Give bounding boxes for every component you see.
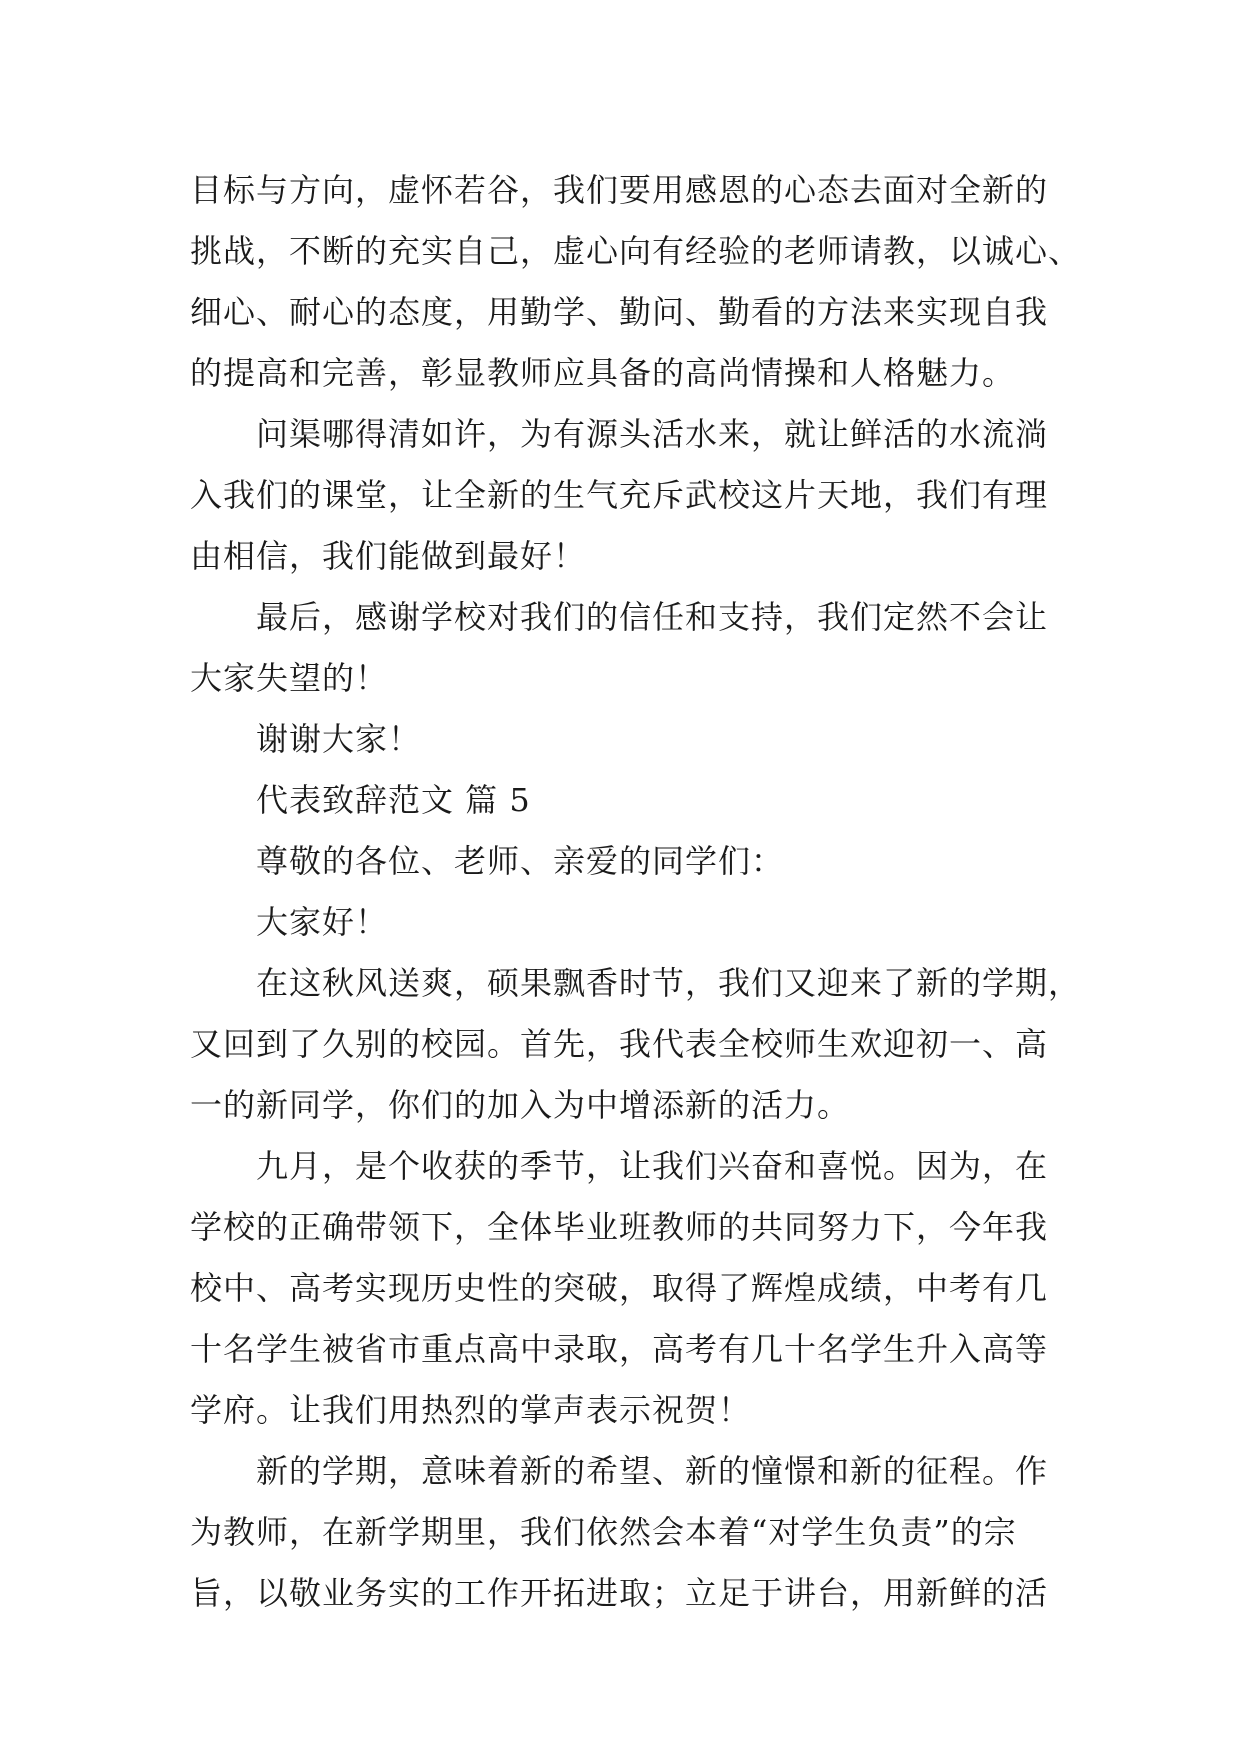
text-line: 问渠哪得清如许，为有源头活水来，就让鲜活的水流淌 bbox=[190, 415, 1049, 453]
text-line: 在这秋风送爽，硕果飘香时节，我们又迎来了新的学期， bbox=[190, 964, 1082, 1002]
text-line: 新的学期，意味着新的希望、新的憧憬和新的征程。作 bbox=[190, 1452, 1049, 1490]
text-line: 为教师，在新学期里，我们依然会本着“对学生负责”的宗 bbox=[190, 1513, 1017, 1551]
text-line: 谢谢大家！ bbox=[190, 720, 422, 758]
text-line: 一的新同学，你们的加入为中增添新的活力。 bbox=[190, 1086, 851, 1124]
text-line: 的提高和完善，彰显教师应具备的高尚情操和人格魅力。 bbox=[190, 354, 1016, 392]
text-line: 最后，感谢学校对我们的信任和支持，我们定然不会让 bbox=[190, 598, 1049, 636]
text-line: 学校的正确带领下，全体毕业班教师的共同努力下，今年我 bbox=[190, 1208, 1049, 1246]
text-line: 十名学生被省市重点高中录取，高考有几十名学生升入高等 bbox=[190, 1330, 1049, 1368]
text-line: 大家失望的！ bbox=[190, 659, 389, 697]
text-line: 目标与方向，虚怀若谷，我们要用感恩的心态去面对全新的 bbox=[190, 171, 1049, 209]
text-line: 挑战，不断的充实自己，虚心向有经验的老师请教，以诚心、 bbox=[190, 232, 1082, 270]
text-line: 学府。让我们用热烈的掌声表示祝贺！ bbox=[190, 1391, 752, 1429]
text-line: 又回到了久别的校园。首先，我代表全校师生欢迎初一、高 bbox=[190, 1025, 1049, 1063]
document-body bbox=[190, 160, 1082, 1624]
text-line: 旨，以敬业务实的工作开拓进取；立足于讲台，用新鲜的活 bbox=[190, 1574, 1049, 1612]
text-line: 校中、高考实现历史性的突破，取得了辉煌成绩，中考有几 bbox=[190, 1269, 1049, 1307]
text-line: 入我们的课堂，让全新的生气充斥武校这片天地，我们有理 bbox=[190, 476, 1049, 514]
text-line: 九月，是个收获的季节，让我们兴奋和喜悦。因为，在 bbox=[190, 1147, 1049, 1185]
text-line: 大家好！ bbox=[190, 903, 389, 941]
text-line: 细心、耐心的态度，用勤学、勤问、勤看的方法来实现自我 bbox=[190, 293, 1049, 331]
text-line: 尊敬的各位、老师、亲爱的同学们： bbox=[190, 842, 785, 880]
section-heading: 代表致辞范文 篇 5 bbox=[190, 781, 531, 819]
text-line: 由相信，我们能做到最好！ bbox=[190, 537, 587, 575]
